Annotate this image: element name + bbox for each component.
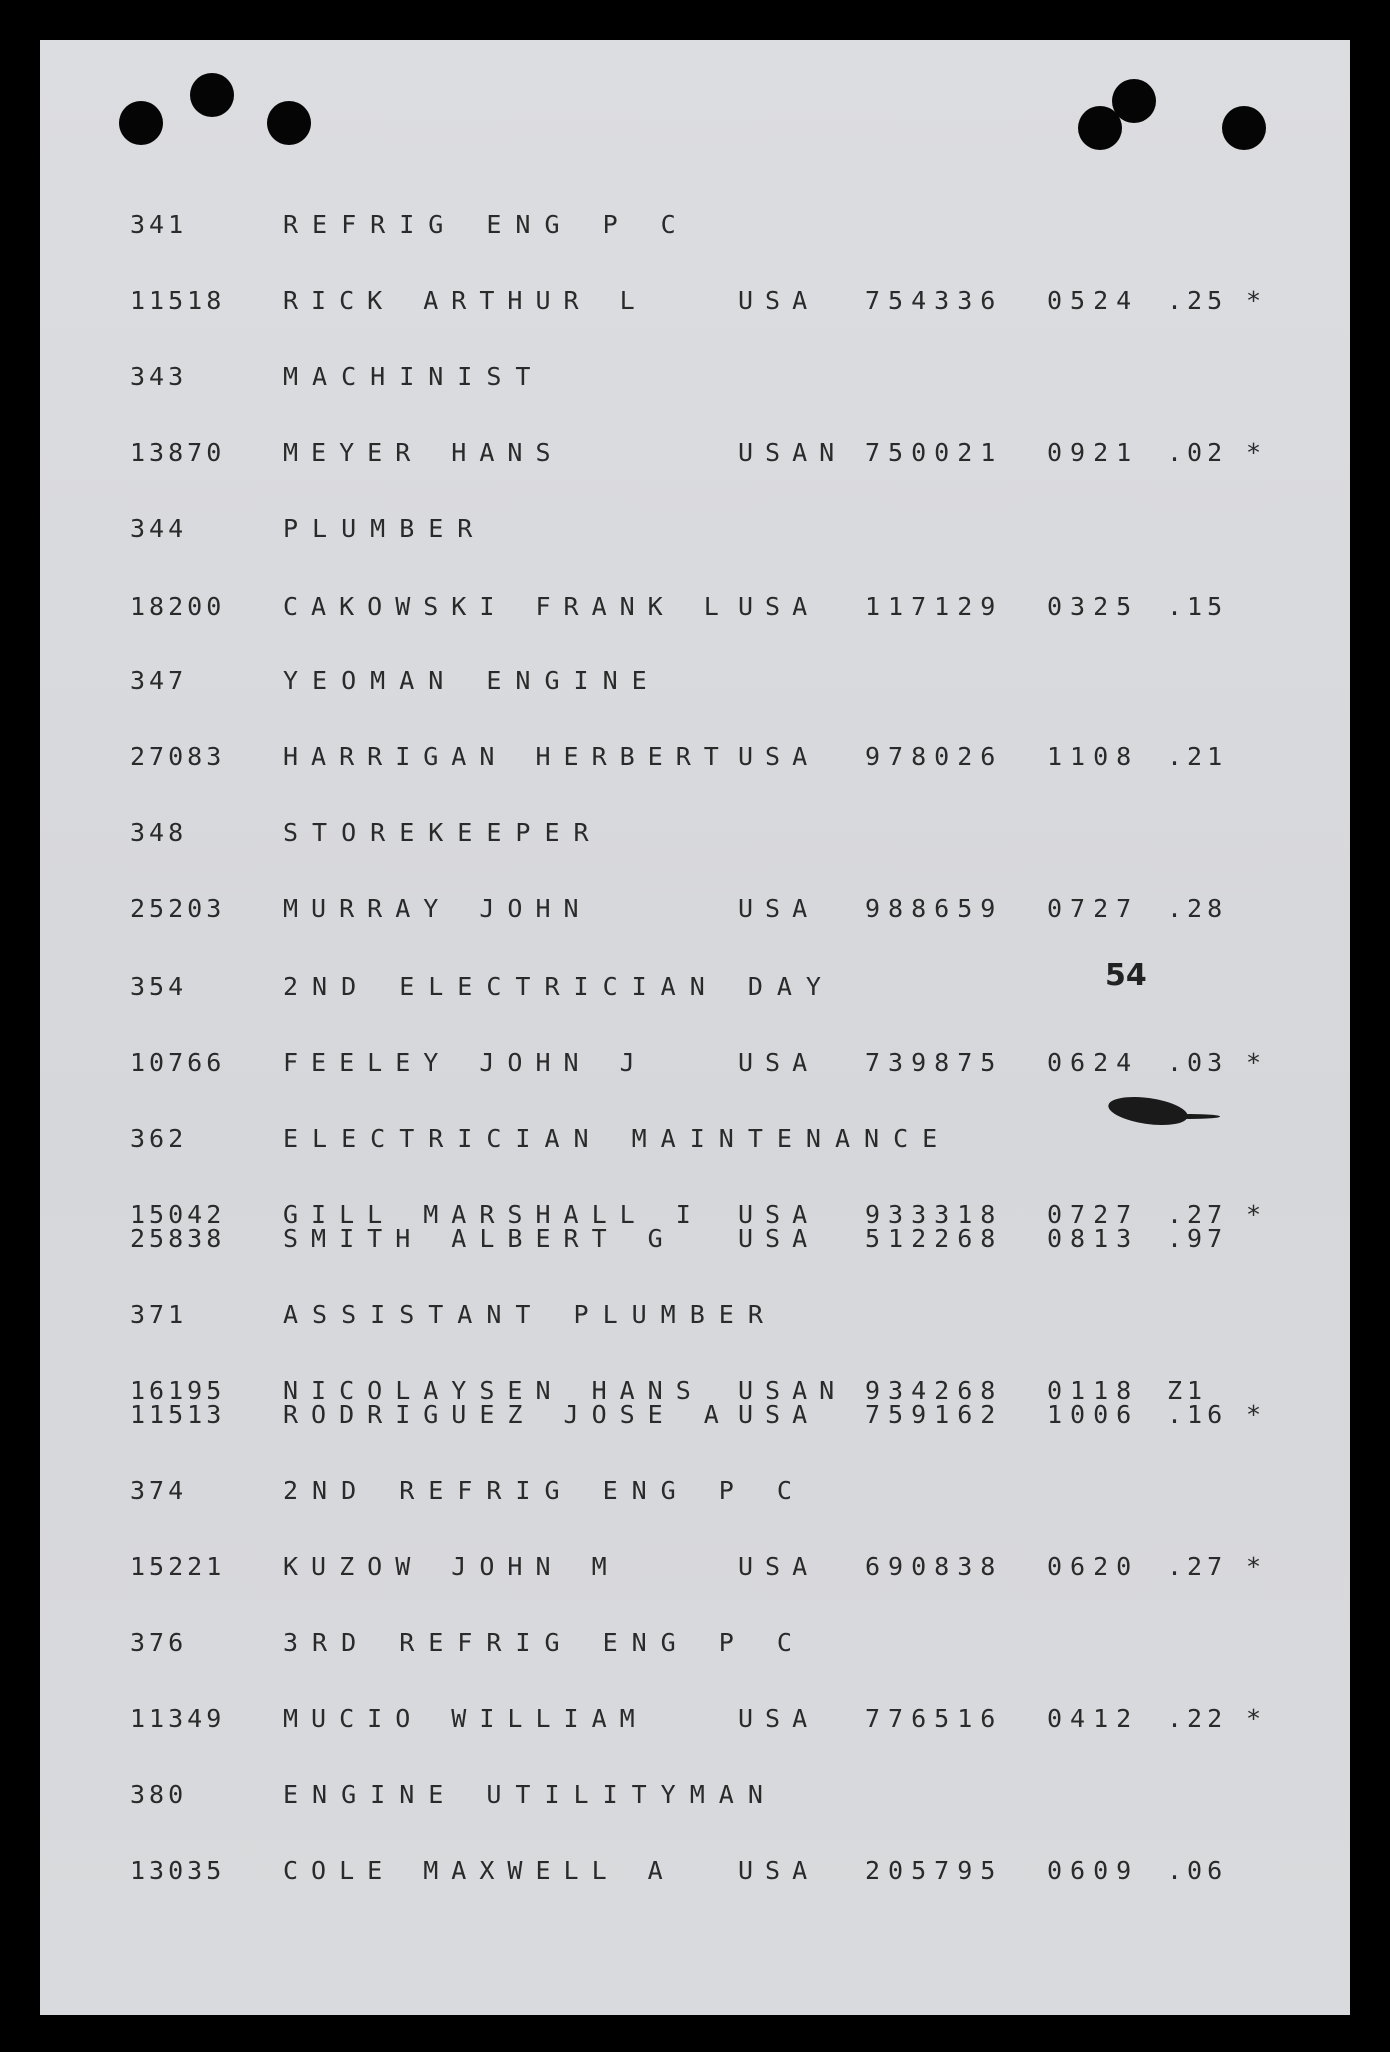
value: .16: [1167, 1400, 1228, 1429]
citizenship: USA: [738, 1224, 820, 1253]
date-code: 1006: [1047, 1400, 1140, 1429]
date-code: 0412: [1047, 1704, 1140, 1733]
table-row: [40, 742, 1350, 776]
citizenship: USA: [738, 1856, 820, 1885]
job-code: 362: [130, 1124, 188, 1153]
job-title: 3RD REFRIG ENG P C: [283, 1628, 806, 1657]
employee-code: 27083: [130, 742, 226, 771]
employee-name: RODRIGUEZ JOSE A: [283, 1400, 732, 1429]
table-row: [40, 1224, 1350, 1258]
id-number: 205795: [865, 1856, 1004, 1885]
value: .15: [1167, 592, 1228, 621]
table-row: [40, 1400, 1350, 1434]
citizenship: USA: [738, 286, 820, 315]
job-title: YEOMAN ENGINE: [283, 666, 661, 695]
job-code: 376: [130, 1628, 188, 1657]
value: .27: [1167, 1552, 1228, 1581]
job-code: 348: [130, 818, 188, 847]
employee-name: GILL MARSHALL I: [283, 1200, 704, 1229]
date-code: 1108: [1047, 742, 1140, 771]
value: .28: [1167, 894, 1228, 923]
employee-name: COLE MAXWELL A: [283, 1856, 676, 1885]
employee-name: RICK ARTHUR L: [283, 286, 648, 315]
job-code: 380: [130, 1780, 188, 1809]
employee-name: NICOLAYSEN HANS: [283, 1376, 704, 1405]
section-heading: [40, 210, 1350, 244]
id-number: 750021: [865, 438, 1004, 467]
date-code: 0813: [1047, 1224, 1140, 1253]
value: .97: [1167, 1224, 1228, 1253]
section-heading: [40, 1780, 1350, 1814]
citizenship: USA: [738, 592, 820, 621]
table-row: [40, 286, 1350, 320]
citizenship: USA: [738, 1400, 820, 1429]
job-title: ENGINE UTILITYMAN: [283, 1780, 777, 1809]
punch-hole: [1112, 79, 1156, 123]
table-row: [40, 1704, 1350, 1738]
job-title: 2ND ELECTRICIAN DAY: [283, 972, 835, 1001]
citizenship: USA: [738, 1704, 820, 1733]
id-number: 690838: [865, 1552, 1004, 1581]
asterisk-mark: *: [1246, 438, 1266, 467]
employee-code: 10766: [130, 1048, 226, 1077]
asterisk-mark: *: [1246, 286, 1266, 315]
employee-name: MURRAY JOHN: [283, 894, 592, 923]
table-row: [40, 1048, 1350, 1082]
ink-smudge: [1160, 1114, 1220, 1119]
table-row: [40, 1856, 1350, 1890]
citizenship: USAN: [738, 1376, 847, 1405]
job-code: 374: [130, 1476, 188, 1505]
value: .22: [1167, 1704, 1228, 1733]
table-row: [40, 894, 1350, 928]
value: .06: [1167, 1856, 1228, 1885]
date-code: 0624: [1047, 1048, 1140, 1077]
citizenship: USA: [738, 894, 820, 923]
date-code: 0620: [1047, 1552, 1140, 1581]
employee-name: MUCIO WILLIAM: [283, 1704, 648, 1733]
citizenship: USAN: [738, 438, 847, 467]
value: .03: [1167, 1048, 1228, 1077]
id-number: 739875: [865, 1048, 1004, 1077]
employee-code: 16195: [130, 1376, 226, 1405]
punch-hole: [267, 101, 311, 145]
employee-name: SMITH ALBERT G: [283, 1224, 676, 1253]
job-title: MACHINIST: [283, 362, 545, 391]
asterisk-mark: *: [1246, 1704, 1266, 1733]
section-heading: [40, 972, 1350, 1006]
job-code: 341: [130, 210, 188, 239]
document-page: [40, 40, 1350, 2015]
employee-name: MEYER HANS: [283, 438, 564, 467]
employee-code: 11518: [130, 286, 226, 315]
employee-name: CAKOWSKI FRANK L: [283, 592, 732, 621]
id-number: 117129: [865, 592, 1004, 621]
id-number: 759162: [865, 1400, 1004, 1429]
id-number: 934268: [865, 1376, 1004, 1405]
job-code: 347: [130, 666, 188, 695]
employee-code: 18200: [130, 592, 226, 621]
punch-hole: [1222, 106, 1266, 150]
table-row: [40, 438, 1350, 472]
job-title: PLUMBER: [283, 514, 487, 543]
date-code: 0727: [1047, 894, 1140, 923]
id-number: 978026: [865, 742, 1004, 771]
employee-code: 11349: [130, 1704, 226, 1733]
employee-code: 25838: [130, 1224, 226, 1253]
asterisk-mark: *: [1246, 1048, 1266, 1077]
date-code: 0727: [1047, 1200, 1140, 1229]
asterisk-mark: *: [1246, 1552, 1266, 1581]
value: .21: [1167, 742, 1228, 771]
section-heading: [40, 1628, 1350, 1662]
table-row: [40, 1552, 1350, 1586]
value: .02: [1167, 438, 1228, 467]
section-heading: [40, 1300, 1350, 1334]
job-code: 343: [130, 362, 188, 391]
date-code: 0609: [1047, 1856, 1140, 1885]
job-title: ASSISTANT PLUMBER: [283, 1300, 777, 1329]
job-title: ELECTRICIAN MAINTENANCE: [283, 1124, 952, 1153]
job-code: 371: [130, 1300, 188, 1329]
id-number: 776516: [865, 1704, 1004, 1733]
job-code: 344: [130, 514, 188, 543]
id-number: 512268: [865, 1224, 1004, 1253]
employee-name: HARRIGAN HERBERT: [283, 742, 732, 771]
employee-code: 13870: [130, 438, 226, 467]
punch-hole: [119, 101, 163, 145]
section-heading: [40, 666, 1350, 700]
value: .25: [1167, 286, 1228, 315]
date-code: 0118: [1047, 1376, 1140, 1405]
employee-code: 11513: [130, 1400, 226, 1429]
section-heading: [40, 1476, 1350, 1510]
value: Z1: [1167, 1376, 1208, 1405]
employee-code: 15221: [130, 1552, 226, 1581]
citizenship: USA: [738, 742, 820, 771]
asterisk-mark: *: [1246, 1200, 1266, 1229]
value: .27: [1167, 1200, 1228, 1229]
table-row: [40, 592, 1350, 626]
job-title: REFRIG ENG P C: [283, 210, 690, 239]
id-number: 988659: [865, 894, 1004, 923]
id-number: 933318: [865, 1200, 1004, 1229]
job-title: STOREKEEPER: [283, 818, 603, 847]
employee-name: FEELEY JOHN J: [283, 1048, 648, 1077]
citizenship: USA: [738, 1200, 820, 1229]
job-code: 354: [130, 972, 188, 1001]
employee-name: KUZOW JOHN M: [283, 1552, 620, 1581]
section-heading: [40, 362, 1350, 396]
section-heading: [40, 514, 1350, 548]
date-code: 0921: [1047, 438, 1140, 467]
citizenship: USA: [738, 1048, 820, 1077]
date-code: 0524: [1047, 286, 1140, 315]
id-number: 754336: [865, 286, 1004, 315]
employee-code: 13035: [130, 1856, 226, 1885]
employee-code: 15042: [130, 1200, 226, 1229]
asterisk-mark: *: [1246, 1400, 1266, 1429]
section-heading: [40, 818, 1350, 852]
punch-hole: [190, 73, 234, 117]
job-title: 2ND REFRIG ENG P C: [283, 1476, 806, 1505]
page-number: 54: [1105, 958, 1147, 993]
employee-code: 25203: [130, 894, 226, 923]
date-code: 0325: [1047, 592, 1140, 621]
section-heading: [40, 1124, 1350, 1158]
citizenship: USA: [738, 1552, 820, 1581]
